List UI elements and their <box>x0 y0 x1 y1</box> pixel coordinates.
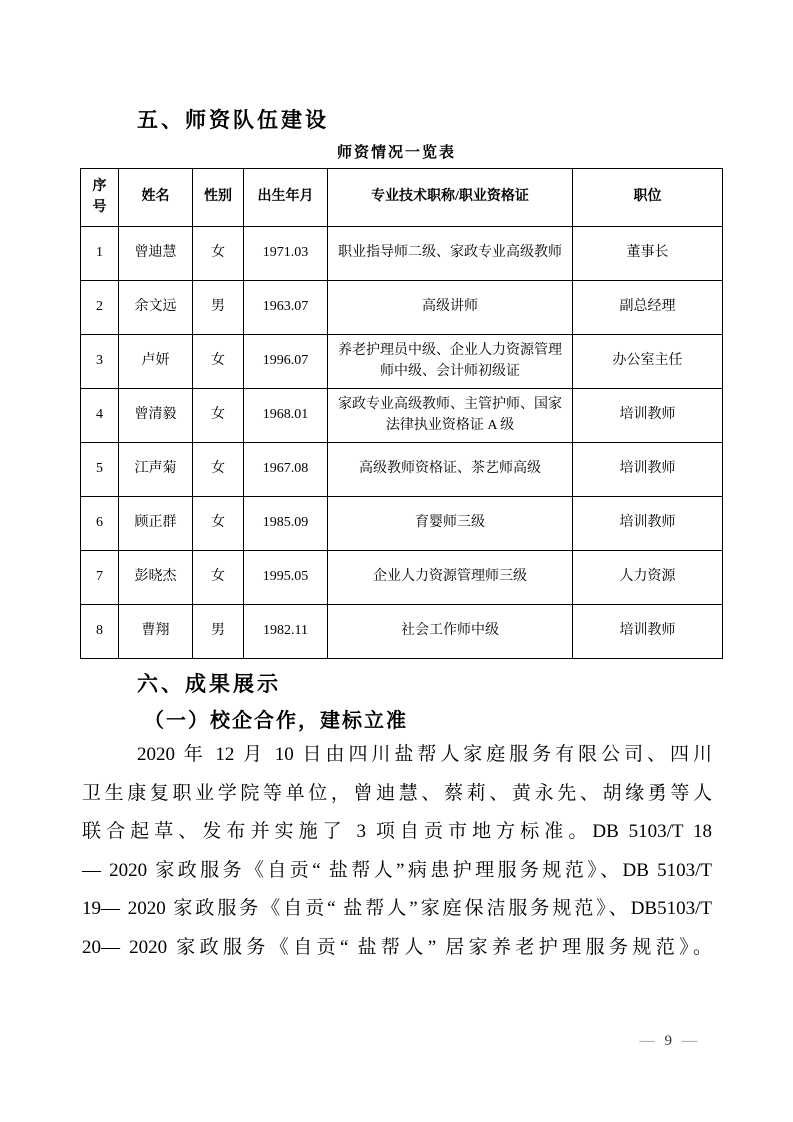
cell-gender: 女 <box>193 227 244 281</box>
cell-name: 彭晓杰 <box>119 551 193 605</box>
cell-gender: 男 <box>193 605 244 659</box>
table-row <box>81 443 723 497</box>
table-row <box>81 227 723 281</box>
section6-heading: 六、成果展示 <box>137 673 281 696</box>
paragraph-line: 20— 2020 家政服务《自贡“ 盐帮人” 居家养老护理服务规范》。 <box>82 936 712 958</box>
table-title: 师资情况一览表 <box>336 145 456 161</box>
footer-right-dash: — <box>682 1033 697 1049</box>
table-header-row <box>81 169 723 227</box>
table-row <box>81 281 723 335</box>
cell-credentials: 社会工作师中级 <box>328 605 573 659</box>
cell-position: 办公室主任 <box>573 335 723 389</box>
cell-birthdate: 1982.11 <box>244 605 328 659</box>
cell-gender: 女 <box>193 443 244 497</box>
cell-name: 卢妍 <box>119 335 193 389</box>
cell-gender: 女 <box>193 497 244 551</box>
cell-birthdate: 1968.01 <box>244 389 328 443</box>
cell-birthdate: 1971.03 <box>244 227 328 281</box>
cell-credentials: 育婴师三级 <box>328 497 573 551</box>
col-header-credentials: 专业技术职称/职业资格证 <box>328 169 573 227</box>
cell-credentials: 高级教师资格证、茶艺师高级 <box>328 443 573 497</box>
page-number-footer <box>0 1033 697 1050</box>
cell-name: 曾清毅 <box>119 389 193 443</box>
cell-serial: 5 <box>81 443 119 497</box>
cell-name: 余文远 <box>119 281 193 335</box>
page-number: 9 <box>664 1033 672 1049</box>
cell-birthdate: 1985.09 <box>244 497 328 551</box>
table-row <box>81 497 723 551</box>
cell-gender: 女 <box>193 389 244 443</box>
cell-birthdate: 1963.07 <box>244 281 328 335</box>
cell-credentials: 高级讲师 <box>328 281 573 335</box>
cell-name: 江声菊 <box>119 443 193 497</box>
cell-position: 培训教师 <box>573 605 723 659</box>
table-row <box>81 605 723 659</box>
cell-serial: 2 <box>81 281 119 335</box>
cell-serial: 4 <box>81 389 119 443</box>
cell-birthdate: 1967.08 <box>244 443 328 497</box>
table-row <box>81 389 723 443</box>
cell-credentials: 职业指导师二级、家政专业高级教师 <box>328 227 573 281</box>
footer-left-dash: — <box>639 1033 655 1049</box>
cell-serial: 3 <box>81 335 119 389</box>
paragraph-line: 卫生康复职业学院等单位，曾迪慧、蔡莉、黄永先、胡缘勇等人 <box>82 782 712 804</box>
cell-birthdate: 1996.07 <box>244 335 328 389</box>
cell-birthdate: 1995.05 <box>244 551 328 605</box>
col-header-gender: 性别 <box>193 169 244 227</box>
cell-name: 曾迪慧 <box>119 227 193 281</box>
col-header-serial: 序号 <box>81 169 119 227</box>
section5-heading: 五、师资队伍建设 <box>137 109 329 132</box>
cell-gender: 女 <box>193 551 244 605</box>
paragraph-line: 19— 2020 家政服务《自贡“ 盐帮人”家庭保洁服务规范》、DB5103/T <box>82 898 712 919</box>
cell-position: 培训教师 <box>573 443 723 497</box>
teachers-table <box>80 168 723 659</box>
results-paragraph <box>82 736 712 967</box>
cell-credentials: 家政专业高级教师、主管护师、国家法律执业资格证 A 级 <box>328 389 573 443</box>
paragraph-line: — 2020 家政服务《自贡“ 盐帮人”病患护理服务规范》、DB 5103/T <box>82 859 712 881</box>
cell-position: 培训教师 <box>573 389 723 443</box>
cell-serial: 8 <box>81 605 119 659</box>
table-row <box>81 335 723 389</box>
col-header-name: 姓名 <box>119 169 193 227</box>
cell-position: 副总经理 <box>573 281 723 335</box>
cell-serial: 6 <box>81 497 119 551</box>
paragraph-line: 联合起草、发布并实施了 3 项自贡市地方标准。DB 5103/T 18 <box>82 821 712 842</box>
col-header-birthdate: 出生年月 <box>244 169 328 227</box>
section6-subheading: （一）校企合作，建标立准 <box>144 710 408 732</box>
cell-credentials: 养老护理员中级、企业人力资源管理师中级、会计师初级证 <box>328 335 573 389</box>
col-header-position: 职位 <box>573 169 723 227</box>
cell-name: 曹翔 <box>119 605 193 659</box>
paragraph-line: 2020 年 12 月 10 日由四川盐帮人家庭服务有限公司、四川 <box>137 744 712 765</box>
cell-serial: 7 <box>81 551 119 605</box>
cell-gender: 女 <box>193 335 244 389</box>
cell-position: 培训教师 <box>573 497 723 551</box>
cell-position: 董事长 <box>573 227 723 281</box>
cell-name: 顾正群 <box>119 497 193 551</box>
cell-position: 人力资源 <box>573 551 723 605</box>
cell-gender: 男 <box>193 281 244 335</box>
table-row <box>81 551 723 605</box>
cell-credentials: 企业人力资源管理师三级 <box>328 551 573 605</box>
cell-serial: 1 <box>81 227 119 281</box>
